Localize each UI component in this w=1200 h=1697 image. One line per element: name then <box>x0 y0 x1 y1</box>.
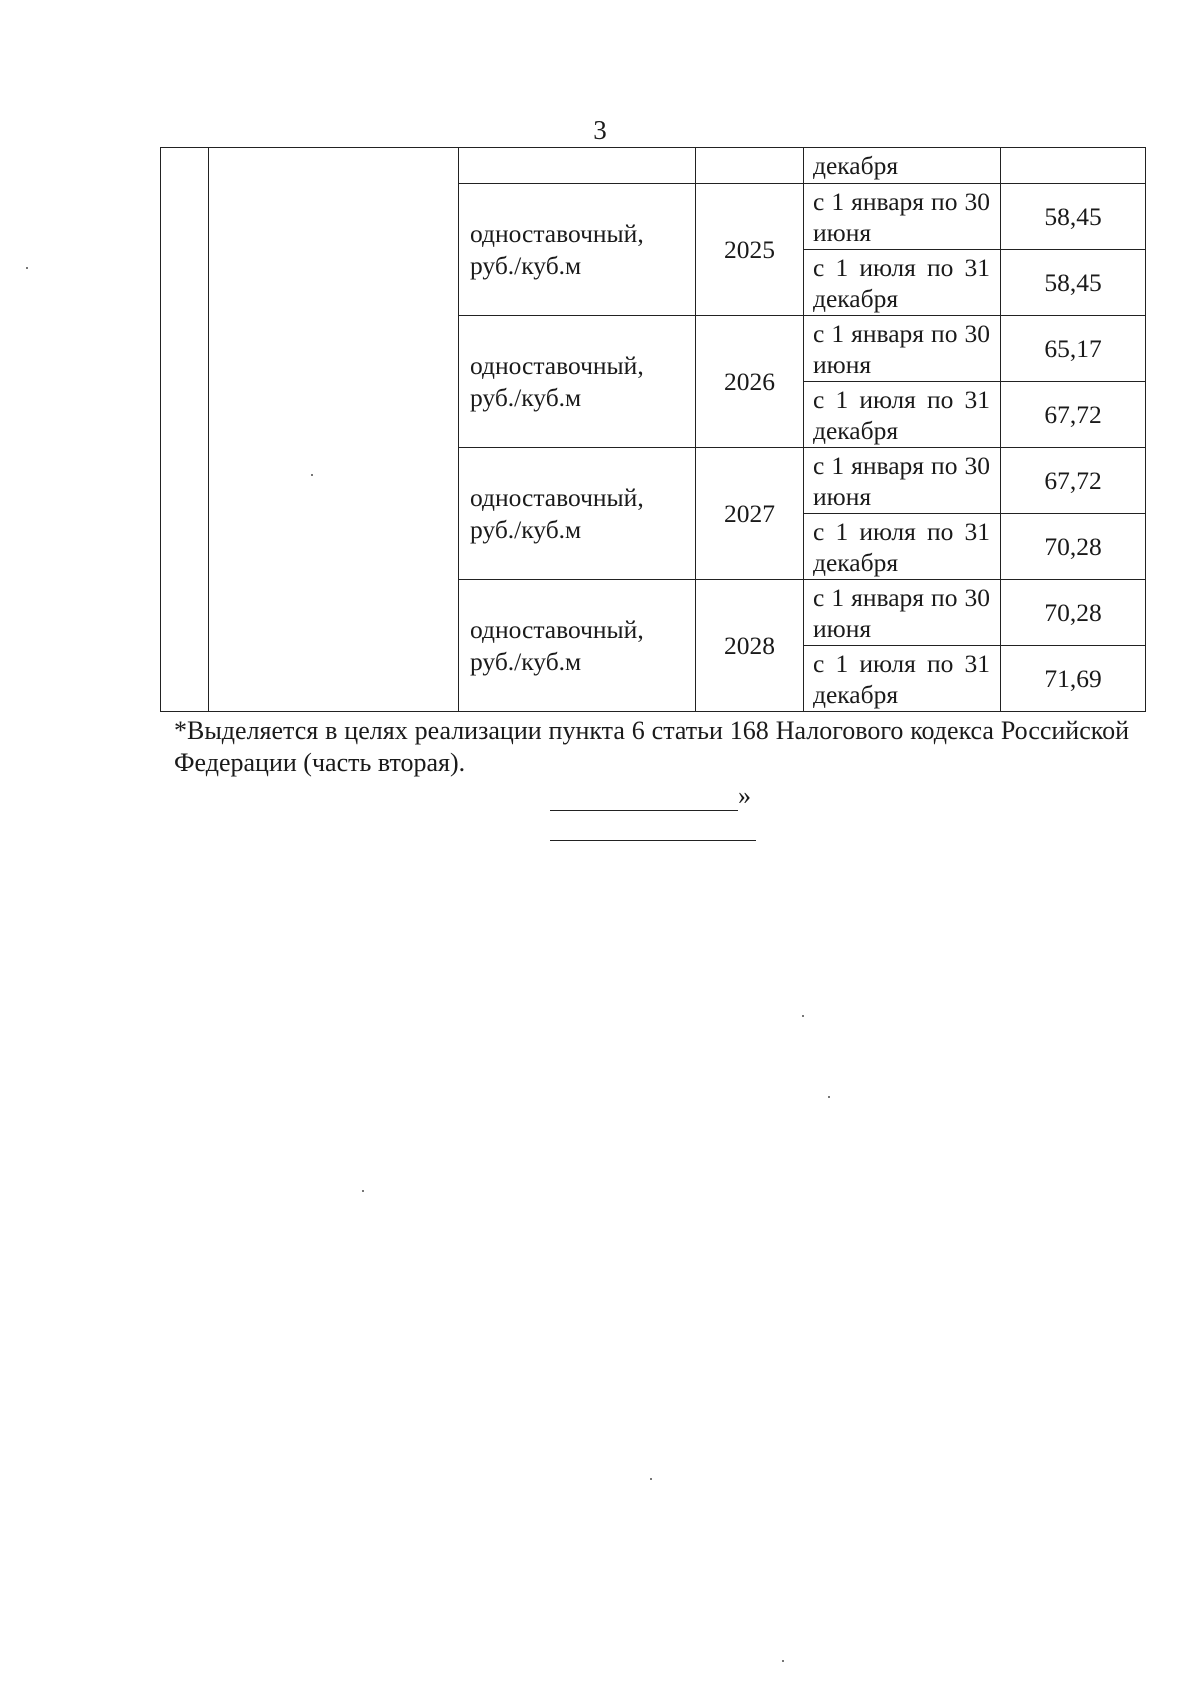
period-cell: с 1 июля по 31 декабря <box>804 646 1001 712</box>
year-cell: 2027 <box>696 448 804 580</box>
scan-speck <box>26 267 28 269</box>
scan-speck <box>828 1096 830 1098</box>
name-cell <box>209 148 459 712</box>
year-cell <box>696 148 804 184</box>
period-cell: декабря <box>804 148 1001 184</box>
period-cell: с 1 января по 30 июня <box>804 184 1001 250</box>
scan-speck <box>782 1660 784 1662</box>
year-cell: 2026 <box>696 316 804 448</box>
value-cell <box>1001 148 1146 184</box>
period-cell: с 1 января по 30 июня <box>804 316 1001 382</box>
closing-quote: » <box>738 781 751 810</box>
value-cell: 70,28 <box>1001 514 1146 580</box>
tariff-table <box>160 147 1146 712</box>
type-cell <box>459 148 696 184</box>
value-cell: 71,69 <box>1001 646 1146 712</box>
end-rule <box>550 840 756 841</box>
scan-speck <box>802 1015 804 1017</box>
period-cell: с 1 января по 30 июня <box>804 448 1001 514</box>
number-cell <box>161 148 209 712</box>
period-cell: с 1 июля по 31 декабря <box>804 382 1001 448</box>
tariff-type-cell: одноставочный, руб./куб.м <box>459 448 696 580</box>
value-cell: 67,72 <box>1001 448 1146 514</box>
footnote: *Выделяется в целях реализации пункта 6 статьи 168 Налогового кодекса Российской Федерации (часть вторая). <box>174 716 1129 777</box>
scan-speck <box>362 1190 364 1192</box>
tariff-type-cell: одноставочный, руб./куб.м <box>459 316 696 448</box>
value-cell: 65,17 <box>1001 316 1146 382</box>
tariff-type-cell: одноставочный, руб./куб.м <box>459 184 696 316</box>
year-cell: 2025 <box>696 184 804 316</box>
scan-speck <box>311 474 313 476</box>
value-cell: 58,45 <box>1001 184 1146 250</box>
tariff-type-cell: одноставочный, руб./куб.м <box>459 580 696 712</box>
period-cell: с 1 июля по 31 декабря <box>804 514 1001 580</box>
page-number: 3 <box>593 115 607 145</box>
value-cell: 58,45 <box>1001 250 1146 316</box>
period-cell: с 1 января по 30 июня <box>804 580 1001 646</box>
period-cell: с 1 июля по 31 декабря <box>804 250 1001 316</box>
year-cell: 2028 <box>696 580 804 712</box>
closing-rule <box>550 788 738 811</box>
value-cell: 70,28 <box>1001 580 1146 646</box>
value-cell: 67,72 <box>1001 382 1146 448</box>
table-row <box>161 148 1146 184</box>
scan-speck <box>650 1478 652 1480</box>
